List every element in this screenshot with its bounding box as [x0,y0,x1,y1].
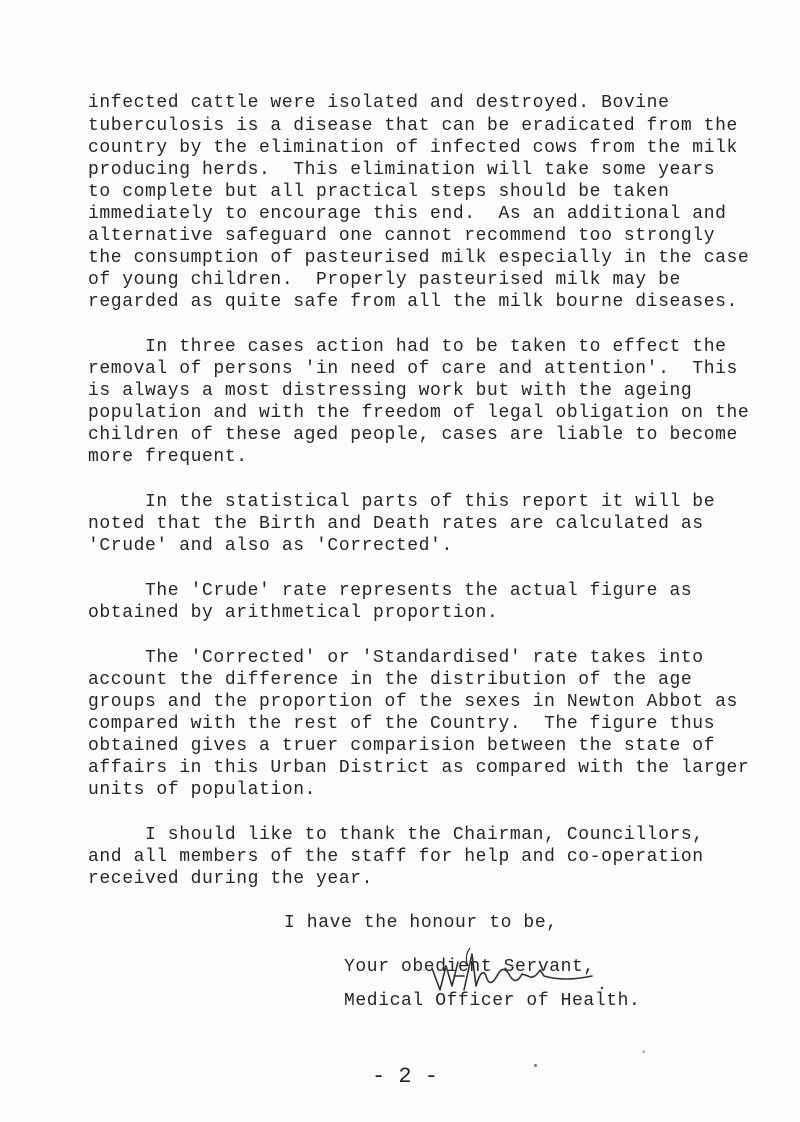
body-line: noted that the Birth and Death rates are calculated as [88,514,704,534]
body-line: units of population. [88,780,317,800]
body-line: affairs in this Urban District as compared with the larger [88,758,750,778]
body-line: In three cases action had to be taken to effect the [88,337,727,357]
body-line: infected cattle were isolated and destroyed. Bovine [88,93,670,113]
body-line: and all members of the staff for help and co-operation [88,847,704,867]
body-line: to complete but all practical steps should be taken [88,182,670,202]
closing-servant: Your obedient Servant, [344,957,595,977]
page-number: - 2 - [372,1064,439,1089]
speck [642,1050,645,1053]
body-line: regarded as quite safe from all the milk bourne diseases. [88,292,738,312]
body-line: the consumption of pasteurised milk especially in the case [88,248,750,268]
body-line: obtained gives a truer comparision between the state of [88,736,716,756]
body-line: compared with the rest of the Country. The figure thus [88,714,716,734]
body-line: more frequent. [88,447,248,467]
body-line: groups and the proportion of the sexes in Newton Abbot as [88,692,738,712]
body-line: of young children. Properly pasteurised milk may be [88,270,681,290]
handwritten-signature [424,946,614,996]
body-line: 'Crude' and also as 'Corrected'. [88,536,453,556]
body-line: I should like to thank the Chairman, Councillors, [88,825,704,845]
body-line: account the difference in the distribution of the age [88,670,693,690]
body-line: producing herds. This elimination will take some years [88,160,716,180]
body-line: received during the year. [88,869,374,889]
body-line: immediately to encourage this end. As an additional and [88,204,727,224]
body-line: alternative safeguard one cannot recommend too strongly [88,226,716,246]
body-line: population and with the freedom of legal obligation on the [88,403,750,423]
body-line: obtained by arithmetical proportion. [88,603,499,623]
speck [534,1064,537,1067]
body-line: removal of persons 'in need of care and attention'. This [88,359,738,379]
body-line: is always a most distressing work but with the ageing [88,381,693,401]
body-line: The 'Crude' rate represents the actual figure as [88,581,693,601]
closing-title: Medical Officer of Health. [344,991,641,1011]
body-line: country by the elimination of infected cows from the milk [88,138,738,158]
closing-honour: I have the honour to be, [284,913,558,933]
body-line: children of these aged people, cases are liable to become [88,425,738,445]
body-line: The 'Corrected' or 'Standardised' rate takes into [88,648,704,668]
body-line: In the statistical parts of this report it will be [88,492,716,512]
body-line: tuberculosis is a disease that can be eradicated from the [88,116,738,136]
